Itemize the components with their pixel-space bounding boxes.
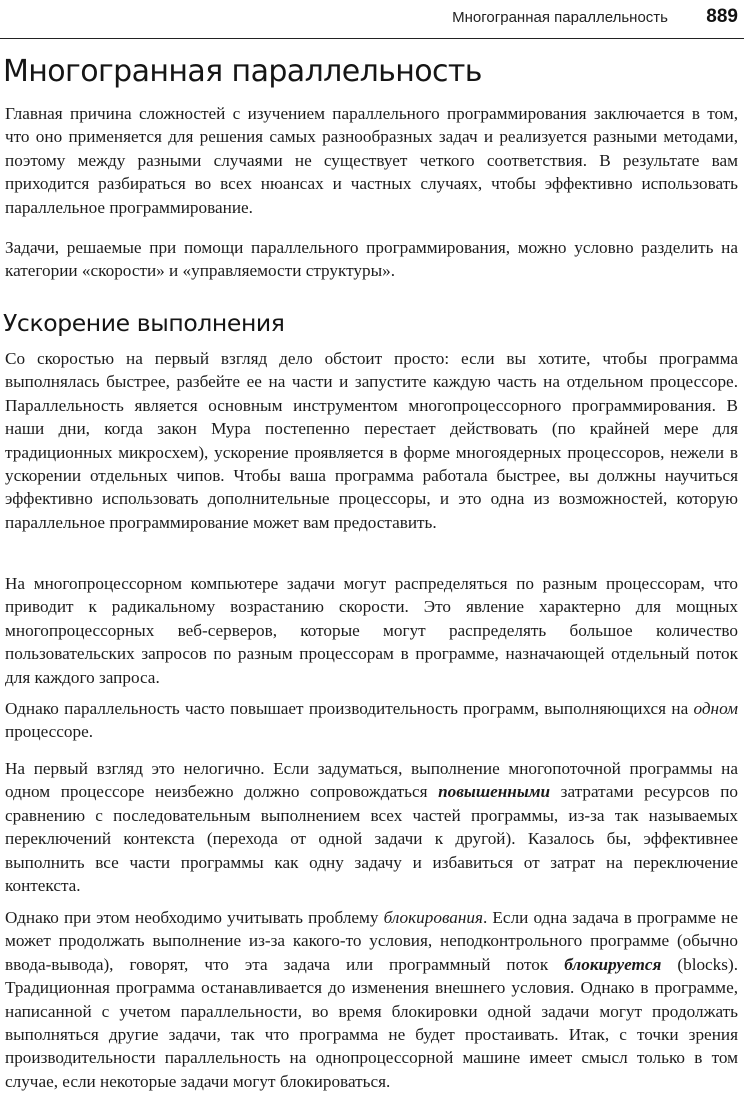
paragraph-speed-2: На многопроцессорном компьютере задачи могут распределяться по разным процессорам, что приводит к радикальному возрастанию скорости. Это явление характерно для мощных многопроцессорных веб-серверов, которые могут распределять большое количество пользовательских запросов по разным процессорам в программе, назначающей отдельный поток для каждого запроса. <box>5 574 738 687</box>
page-number: 889 <box>706 6 738 27</box>
running-title: Многогранная параллельность <box>452 9 668 26</box>
emphasis-text: повышенными <box>438 782 551 802</box>
emphasis-text: блокируется <box>564 954 662 974</box>
emphasis-text: одном <box>693 699 738 718</box>
text-run: процессоре. <box>5 722 94 742</box>
section-title: Ускорение выполнения <box>3 309 285 337</box>
paragraph-speed-5 <box>5 906 738 1093</box>
paragraph-speed-3 <box>5 697 738 744</box>
text-run: . Если одна задача в программе не может продолжать выполнение из-за какого-то условия, неподконтрольного программе (обычно ввода-вывода), говорят, что эта задача или программный поток <box>5 908 738 974</box>
paragraph-intro-1: Главная причина сложностей с изучением параллельного программирования заключается в том, что оно применяется для решения самых разнообразных задач и реализуется разными методами, поэтому между разными случаями не существует четкого соответствия. В результате вам приходится разбираться во всех нюансах и частных случаях, чтобы эффективно использовать параллельное программирование. <box>5 104 738 217</box>
text-run: Однако параллельность часто повышает производительность программ, выполняющихся на <box>5 699 694 718</box>
paragraph-speed-1: Со скоростью на первый взгляд дело обстоит просто: если вы хотите, чтобы программа выполнялась быстрее, разбейте ее на части и запустите каждую часть на отдельном процессоре. Параллельность является основным инструментом многопроцессорного программирования. В наши дни, когда закон Мура постепенно перестает действовать (по крайней мере для традиционных микросхем), ускорение проявляется в форме многоядерных процессоров, нежели в ускорении отдельных чипов. Чтобы ваша программа работала быстрее, вы должны научиться эффективно использовать дополнительные процессоры, и это одна из возможностей, которую параллельное программирование может вам предоставить. <box>5 349 738 532</box>
paragraph-intro-2: Задачи, решаемые при помощи параллельного программирования, можно условно разделить на категории «скорости» и «управляемости структуры». <box>5 238 738 281</box>
running-header <box>0 0 744 39</box>
text-run: (blocks). Традиционная программа останавливается до изменения внешнего условия. Однако в программе, написанной с учетом параллельности, во время блокировки одной задачи могут продолжать выполняться другие задачи, так что программа не будет простаивать. Итак, с точки зрения производительности параллельность на однопроцессорной машине имеет смысл только в том случае, если некоторые задачи могут блокироваться. <box>5 954 738 1091</box>
text-run: На первый взгляд это нелогично. Если задуматься, выполнение многопоточной программы на одном процессоре неизбежно должно сопровождаться <box>5 759 738 802</box>
text-run: Однако при этом необходимо учитывать проблему <box>5 908 384 927</box>
paragraph-speed-4 <box>5 757 738 897</box>
emphasis-text: блокирования <box>383 908 484 927</box>
text-run: затратами ресурсов по сравнению с последовательным выполнением всех частей программы, из-за так называемых переключений контекста (перехода от одной задачи к другой). Казалось бы, эффективнее выполнить все части программы как одну задачу и избавиться от затрат на переключение контекста. <box>5 782 739 896</box>
chapter-title: Многогранная параллельность <box>3 54 482 89</box>
